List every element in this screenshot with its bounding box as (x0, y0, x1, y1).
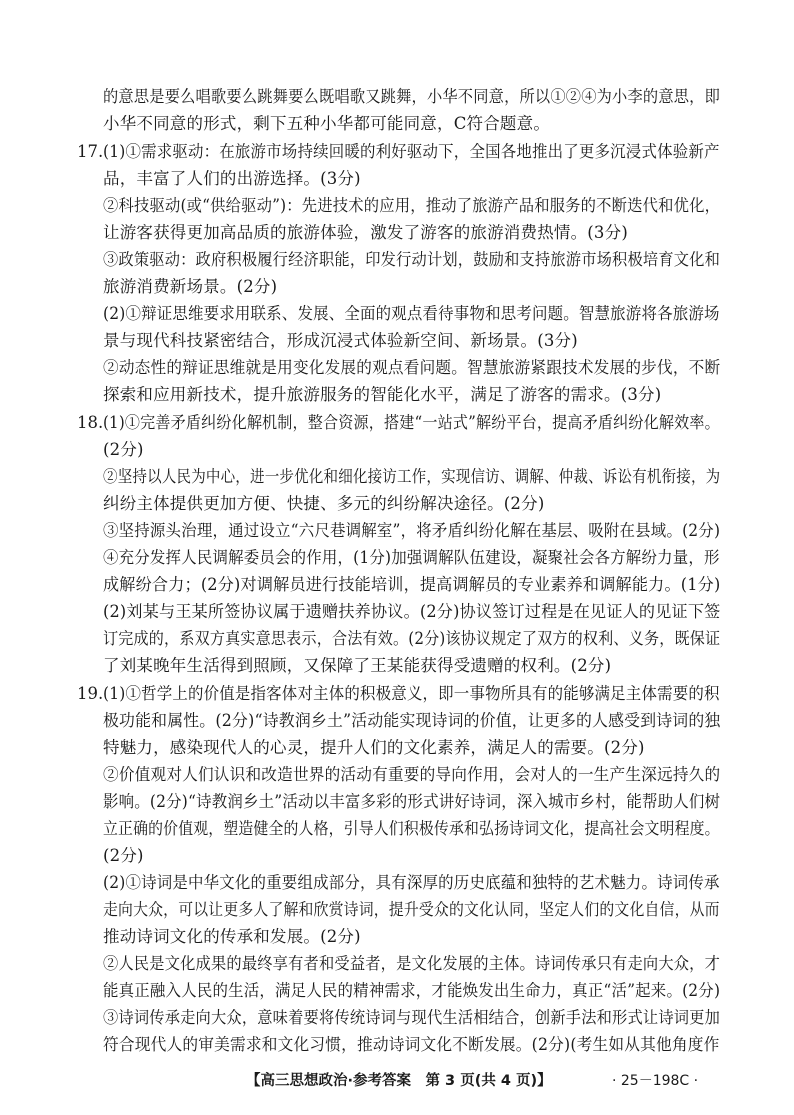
text-line: ②坚持以人民为中心，进一步优化和细化接访工作，实现信访、调解、仲裁、诉讼有机衔接，为 (103, 467, 721, 486)
text-line: ③诗词传承走向大众，意味着要将传统诗词与现代生活相结合，创新手法和形式让诗词更加 (103, 1008, 721, 1027)
question-number-19: 19. (77, 684, 104, 703)
question-number-17: 17. (77, 142, 104, 161)
text-line: 让游客获得更加高品质的旅游体验，激发了游客的旅游消费热情。(3分) (103, 223, 628, 242)
text-line: ②价值观对人们认识和改造世界的活动有重要的导向作用，会对人的一生产生深远持久的 (103, 765, 721, 784)
text-line: ③坚持源头治理，通过设立“六尺巷调解室”，将矛盾纠纷化解在基层、吸附在县域。(2分) (103, 521, 721, 540)
text-line: (2)①辩证思维要求用联系、发展、全面的观点看待事物和思考问题。智慧旅游将各旅游场 (103, 304, 720, 323)
page-footer: 【高三思想政治·参考答案 第 3 页(共 4 页)】 (246, 1073, 552, 1089)
text-line: 品，丰富了人们的出游选择。(3分) (103, 169, 361, 188)
text-line: 立正确的价值观，塑造健全的人格，引导人们积极传承和弘扬诗词文化，提高社会文明程度。 (103, 819, 720, 838)
text-line: 走向大众，可以让更多人了解和欣赏诗词，提升受众的文化认同，坚定人们的文化自信，从而 (103, 900, 720, 919)
text-line: ③政策驱动：政府积极履行经济职能，印发行动计划，鼓励和支持旅游市场积极培育文化和 (103, 250, 721, 269)
text-line: 景与现代科技紧密结合，形成沉浸式体验新空间、新场景。(3分) (103, 331, 578, 350)
text-line: (2)①诗词是中华文化的重要组成部分，具有深厚的历史底蕴和独特的艺术魅力。诗词传承 (103, 873, 720, 892)
text-line: 特魅力，感染现代人的心灵，提升人们的文化素养，满足人的需要。(2分) (103, 738, 645, 757)
text-line: (1)①完善矛盾纠纷化解机制，整合资源，搭建“一站式”解纷平台，提高矛盾纠纷化解效率。 (103, 413, 720, 432)
text-line: 影响。(2分)“诗教润乡土”活动以丰富多彩的形式讲好诗词，深入城市乡村，能帮助人们树 (103, 792, 721, 811)
text-line: 纠纷主体提供更加方便、快捷、多元的纠纷解决途径。(2分) (103, 494, 545, 513)
text-line: (2分) (103, 846, 144, 865)
text-line: (2)刘某与王某所签协议属于遗赠扶养协议。(2分)协议签订过程是在见证人的见证下签 (103, 602, 721, 621)
text-line: (1)①哲学上的价值是指客体对主体的积极意义，即一事物所具有的能够满足主体需要的积 (103, 684, 720, 703)
text-line: 极功能和属性。(2分)“诗教润乡土”活动能实现诗词的价值，让更多的人感受到诗词的独 (103, 711, 721, 730)
text-line: ④充分发挥人民调解委员会的作用，(1分)加强调解队伍建设，凝聚社会各方解纷力量，形 (103, 548, 720, 567)
document-code: · 25－198C · (612, 1073, 699, 1089)
text-line: (2分) (103, 440, 144, 459)
text-line: 了刘某晚年生活得到照顾，又保障了王某能获得受遗赠的权利。(2分) (103, 656, 612, 675)
text-line: ②人民是文化成果的最终享有者和受益者，是文化发展的主体。诗词传承只有走向大众，才 (103, 954, 721, 973)
text-line: 订完成的，系双方真实意思表示，合法有效。(2分)该协议规定了双方的权利、义务，既保证 (103, 629, 721, 648)
text-line: ②动态性的辩证思维就是用变化发展的观点看问题。智慧旅游紧跟技术发展的步伐，不断 (103, 358, 721, 377)
text-line: 旅游消费新场景。(2分) (103, 277, 278, 296)
text-line: 符合现代人的审美需求和文化习惯，推动诗词文化不断发展。(2分)(考生如从其他角度作 (103, 1035, 720, 1054)
text-line: 能真正融入人民的生活，满足人民的精神需求，才能焕发出生命力，真正“活”起来。(2分) (103, 981, 721, 1000)
text-line: 小华不同意的形式，剩下五种小华都可能同意，C符合题意。 (103, 114, 551, 133)
text-line: ②科技驱动(或“供给驱动”)：先进技术的应用，推动了旅游产品和服务的不断迭代和优化， (103, 196, 721, 215)
text-line: 的意思是要么唱歌要么跳舞要么既唱歌又跳舞，小华不同意，所以①②④为小李的意思，即 (103, 87, 721, 106)
text-line: 成解纷合力；(2分)对调解员进行技能培训，提高调解员的专业素养和调解能力。(1分) (103, 575, 721, 594)
text-line: 探索和应用新技术，提升旅游服务的智能化水平，满足了游客的需求。(3分) (103, 385, 662, 404)
question-number-18: 18. (77, 413, 104, 432)
text-line: (1)①需求驱动：在旅游市场持续回暖的利好驱动下，全国各地推出了更多沉浸式体验新产 (103, 142, 720, 161)
text-line: 推动诗词文化的传承和发展。(2分) (103, 927, 361, 946)
